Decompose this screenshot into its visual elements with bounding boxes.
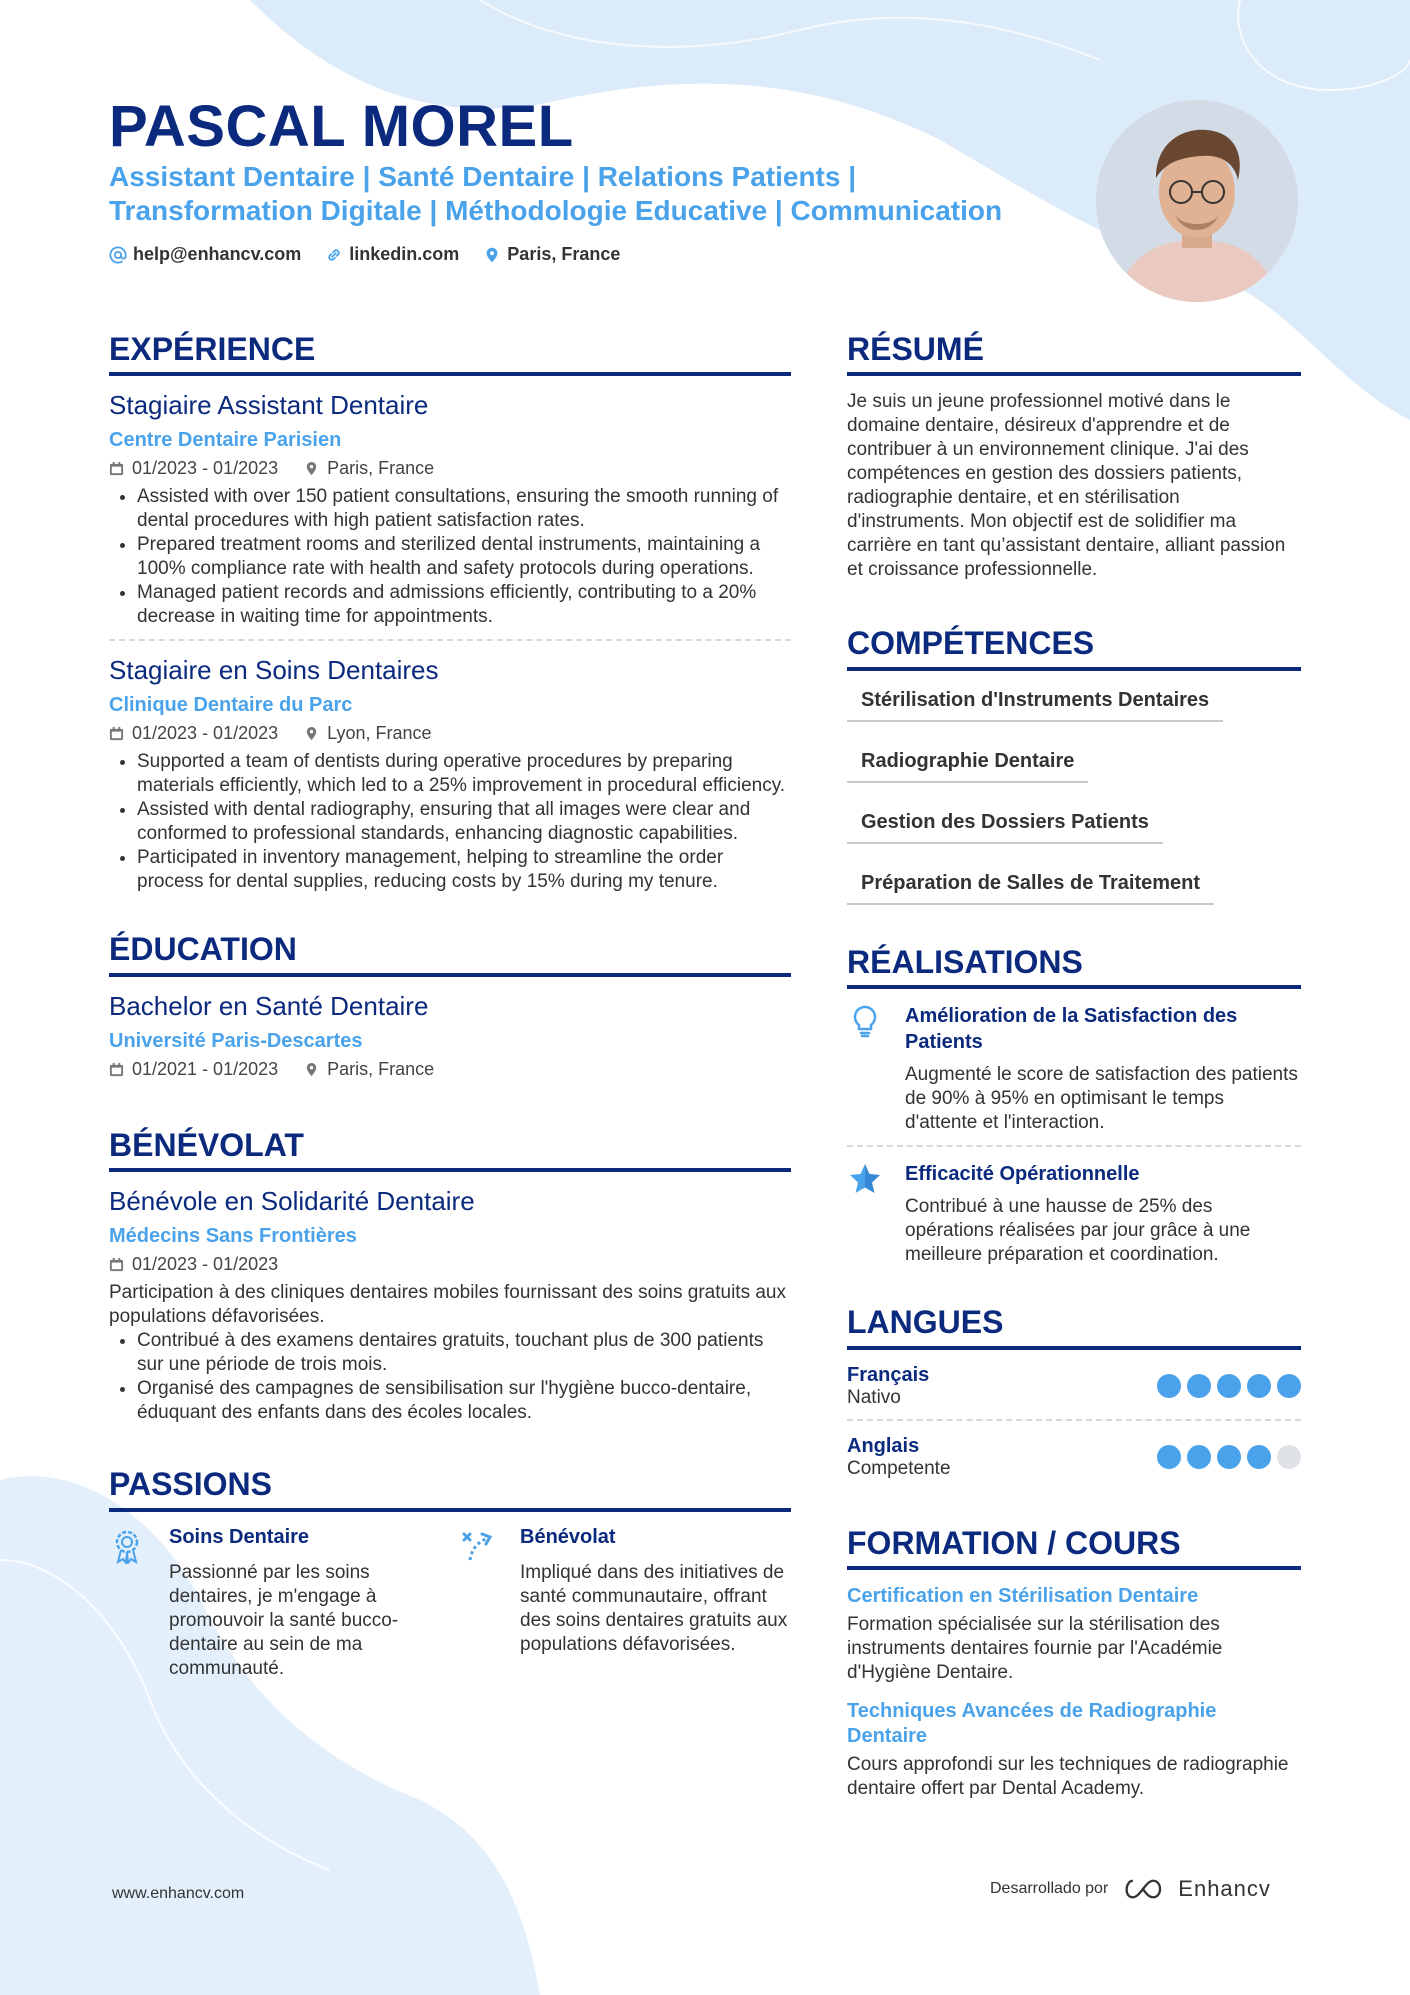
rating-dot-filled xyxy=(1217,1445,1241,1469)
experience-entry xyxy=(109,390,791,629)
skills-list xyxy=(847,685,1301,929)
course-item xyxy=(847,1584,1301,1685)
footer-website[interactable]: www.enhancv.com xyxy=(112,1885,245,1902)
job-location: Paris, France xyxy=(327,458,435,479)
contact-email[interactable] xyxy=(109,244,301,265)
calendar-icon xyxy=(109,1257,124,1272)
course-item xyxy=(847,1699,1301,1801)
lightbulb-icon xyxy=(847,1003,883,1039)
skill-tag: Gestion des Dossiers Patients xyxy=(847,807,1163,844)
section-title-skills: COMPÉTENCES xyxy=(847,624,1301,670)
calendar-icon xyxy=(109,726,124,741)
volunteer-meta xyxy=(109,1254,791,1275)
left-column xyxy=(109,330,791,1681)
job-dates: 01/2023 - 01/2023 xyxy=(132,723,279,744)
skill-tag: Radiographie Dentaire xyxy=(847,746,1088,783)
footer-branding xyxy=(990,1876,1271,1902)
strategy-arrow-icon xyxy=(460,1528,496,1564)
rating-dot-filled xyxy=(1157,1374,1181,1398)
volunteer-bullets xyxy=(109,1329,791,1425)
section-title-courses: FORMATION / COURS xyxy=(847,1524,1301,1570)
job-meta xyxy=(109,458,791,479)
award-ribbon-icon xyxy=(109,1528,145,1564)
list-item: • Supported a team of dentists during operative procedures by preparing materials efficiently, which led to a 25% improvement in procedural efficiency. xyxy=(137,750,791,798)
achievement-description: Contribué à une hausse de 25% des opérations réalisées par jour grâce à une meilleure préparation et coordination. xyxy=(905,1196,1251,1266)
passion-title: Soins Dentaire xyxy=(169,1525,310,1548)
volunteer-entry xyxy=(109,1186,791,1425)
section-title-education: ÉDUCATION xyxy=(109,930,791,976)
course-title: Certification en Stérilisation Dentaire xyxy=(847,1584,1199,1607)
candidate-name: PASCAL MOREL xyxy=(109,94,574,159)
entry-divider xyxy=(109,639,791,641)
achievement-item xyxy=(847,1003,1301,1135)
star-icon xyxy=(847,1161,883,1197)
section-title-experience: EXPÉRIENCE xyxy=(109,330,791,376)
education-dates: 01/2021 - 01/2023 xyxy=(132,1058,279,1079)
job-dates: 01/2023 - 01/2023 xyxy=(132,458,279,479)
section-title-volunteer: BÉNÉVOLAT xyxy=(109,1126,791,1172)
rating-dot-filled xyxy=(1277,1374,1301,1398)
map-pin-icon xyxy=(304,726,319,741)
job-title: Stagiaire Assistant Dentaire xyxy=(109,390,429,421)
list-item: • Participated in inventory management, helping to streamline the order process for dental supplies, reducing costs by 15% during my tenure. xyxy=(137,846,791,894)
list-item: • Contribué à des examens dentaires gratuits, touchant plus de 300 patients sur une période de trois mois. xyxy=(137,1329,791,1377)
language-rating xyxy=(1157,1445,1301,1469)
skill-tag: Préparation de Salles de Traitement xyxy=(847,868,1214,905)
link-icon xyxy=(325,246,343,264)
rating-dot-filled xyxy=(1217,1374,1241,1398)
job-bullets xyxy=(109,750,791,894)
headline: Assistant Dentaire | Santé Dentaire | Relations Patients | Transformation Digitale | Méthodologie Educative | Communication xyxy=(109,161,1003,226)
linkedin-text: linkedin.com xyxy=(349,244,460,264)
language-item xyxy=(847,1364,1301,1409)
rating-dot-filled xyxy=(1247,1374,1271,1398)
achievement-description: Augmenté le score de satisfaction des patients de 90% à 95% en optimisant le temps d'attente et l'interaction. xyxy=(905,1064,1298,1134)
school-name: Université Paris-Descartes xyxy=(109,1029,363,1052)
enhancv-logo-icon xyxy=(1120,1877,1166,1901)
degree-title: Bachelor en Santé Dentaire xyxy=(109,990,429,1021)
education-meta xyxy=(109,1059,791,1080)
contact-location xyxy=(483,244,620,265)
map-pin-icon xyxy=(304,461,319,476)
passion-title: Bénévolat xyxy=(520,1525,616,1548)
section-title-achievements: RÉALISATIONS xyxy=(847,943,1301,989)
contact-bar xyxy=(109,244,620,265)
email-text: help@enhancv.com xyxy=(133,244,302,264)
language-level: Competente xyxy=(847,1457,951,1479)
passion-description: Impliqué dans des initiatives de santé communautaire, offrant des soins dentaires gratuits aux populations défavorisées. xyxy=(520,1561,788,1655)
passion-item xyxy=(109,1526,440,1681)
profile-photo xyxy=(1096,100,1298,302)
brand-name: Enhancv xyxy=(1178,1876,1271,1901)
company-name: Centre Dentaire Parisien xyxy=(109,429,342,452)
job-bullets xyxy=(109,485,791,629)
job-location: Lyon, France xyxy=(327,723,432,744)
section-title-passions: PASSIONS xyxy=(109,1465,791,1511)
map-pin-icon xyxy=(483,246,501,264)
list-item: • Assisted with dental radiography, ensuring that all images were clear and conformed to professional standards, enhancing diagnostic capabilities. xyxy=(137,798,791,846)
passion-description: Passionné par les soins dentaires, je m'engage à promouvoir la santé bucco-dentaire au sein de ma communauté. xyxy=(169,1561,399,1679)
list-item: • Assisted with over 150 patient consultations, ensuring the smooth running of dental procedures with high patient satisfaction rates. xyxy=(137,485,791,533)
rating-dot-filled xyxy=(1157,1445,1181,1469)
rating-dot-filled xyxy=(1187,1445,1211,1469)
job-title: Stagiaire en Soins Dentaires xyxy=(109,655,439,686)
passion-item xyxy=(460,1526,791,1681)
rating-dot-filled xyxy=(1187,1374,1211,1398)
passions-list xyxy=(109,1526,791,1681)
company-name: Clinique Dentaire du Parc xyxy=(109,694,353,717)
location-text: Paris, France xyxy=(507,244,621,264)
achievement-item xyxy=(847,1161,1301,1267)
section-title-languages: LANGUES xyxy=(847,1303,1301,1349)
entry-divider xyxy=(847,1419,1301,1421)
education-entry xyxy=(109,991,791,1080)
volunteer-dates: 01/2023 - 01/2023 xyxy=(132,1254,279,1275)
language-item xyxy=(847,1435,1301,1480)
map-pin-icon xyxy=(304,1062,319,1077)
calendar-icon xyxy=(109,1062,124,1077)
language-rating xyxy=(1157,1374,1301,1398)
course-title: Techniques Avancées de Radiographie Dentaire xyxy=(847,1699,1217,1747)
avatar xyxy=(1096,100,1298,302)
language-name: Anglais xyxy=(847,1434,920,1457)
summary-text: Je suis un jeune professionnel motivé dans le domaine dentaire, désireux d'apprendre et de contribuer à un environnement clinique. J'ai des compétences en gestion des dossiers patients, radiographie dentaire, et en stérilisation d'instruments. Mon objectif est de solidifier ma carrière en tant qu’assistant dentaire, alliant passion et croissance professionnelle. xyxy=(847,391,1286,581)
course-description: Cours approfondi sur les techniques de radiographie dentaire offert par Dental Academy. xyxy=(847,1753,1289,1799)
list-item: • Organisé des campagnes de sensibilisation sur l'hygiène bucco-dentaire, éduquant des enfants dans des écoles locales. xyxy=(137,1377,791,1425)
right-column xyxy=(847,330,1301,1801)
list-item: • Managed patient records and admissions efficiently, contributing to a 20% decrease in waiting time for appointments. xyxy=(137,581,791,629)
at-icon xyxy=(109,246,127,264)
powered-by-text: Desarrollado por xyxy=(990,1880,1109,1897)
education-location: Paris, France xyxy=(327,1058,435,1079)
calendar-icon xyxy=(109,461,124,476)
achievement-title: Efficacité Opérationnelle xyxy=(905,1163,1140,1186)
volunteer-description: Participation à des cliniques dentaires mobiles fournissant des soins gratuits aux populations défavorisées. xyxy=(109,1282,786,1328)
volunteer-title: Bénévole en Solidarité Dentaire xyxy=(109,1186,475,1217)
entry-divider xyxy=(847,1145,1301,1147)
job-meta xyxy=(109,723,791,744)
volunteer-org: Médecins Sans Frontières xyxy=(109,1225,357,1248)
skill-tag: Stérilisation d'Instruments Dentaires xyxy=(847,685,1223,722)
language-level: Nativo xyxy=(847,1386,901,1408)
experience-entry xyxy=(109,655,791,894)
rating-dot-filled xyxy=(1247,1445,1271,1469)
list-item: • Prepared treatment rooms and sterilized dental instruments, maintaining a 100% compliance rate with health and safety protocols during operations. xyxy=(137,533,791,581)
language-name: Français xyxy=(847,1363,930,1386)
contact-linkedin[interactable] xyxy=(325,244,459,265)
rating-dot-empty xyxy=(1277,1445,1301,1469)
achievement-title: Amélioration de la Satisfaction des Patients xyxy=(905,1005,1238,1054)
course-description: Formation spécialisée sur la stérilisation des instruments dentaires fournie par l'Académie d'Hygiène Dentaire. xyxy=(847,1613,1223,1683)
section-title-summary: RÉSUMÉ xyxy=(847,330,1301,376)
